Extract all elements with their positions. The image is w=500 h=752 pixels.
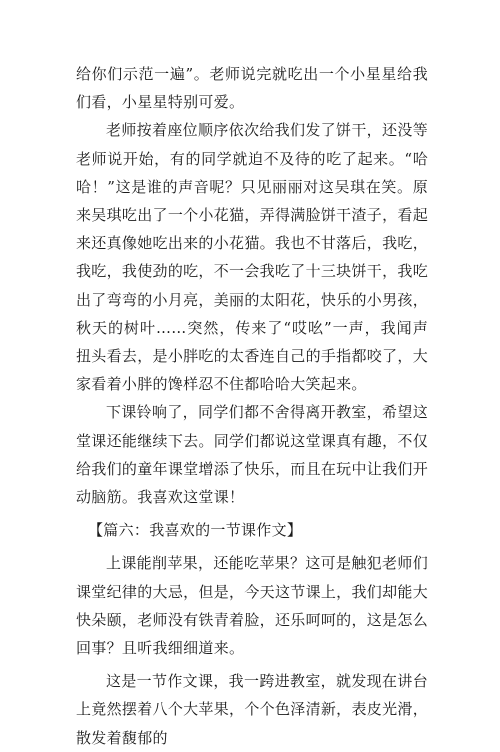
document-body xyxy=(76,60,428,752)
paragraph-apple-intro: 上课能削苹果，还能吃苹果？这可是触犯老师们课堂纪律的大忌，但是，今天这节课上，我们却能大快朵颐，老师没有铁青着脸，还乐呵呵的，这是怎么回事？且听我细细道来。 xyxy=(76,554,428,658)
section-heading: 【篇六：我喜欢的一节课作文】 xyxy=(88,521,303,540)
paragraph-continuation: 给你们示范一遍”。老师说完就吃出一个小星星给我们看，小星星特别可爱。 xyxy=(76,65,428,112)
paragraph-class-end: 下课铃响了，同学们都不舍得离开教室，希望这堂课还能继续下去。同学们都说这堂课真有趣，不仅给我们的童年课堂增添了快乐，而且在玩中让我们开动脑筋。我喜欢这堂课！ xyxy=(76,403,428,507)
paragraph-cookie-distribution: 老师按着座位顺序依次给我们发了饼干，还没等老师说开始，有的同学就迫不及待的吃了起来。“哈哈！”这是谁的声音呢？只见丽丽对这吴琪在笑。原来吴琪吃出了一个小花猫，弄得满脸饼干渣子，看起来还真像她吃出来的小花猫。我也不甘落后，我吃，我吃，我使劲的吃，不一会我吃了十三块饼干，我吃出了弯弯的小月亮，美丽的太阳花，快乐的小男孩，秋天的树叶……突然，传来了“哎吆”一声，我闻声扭头看去，是小胖吃的太香连自己的手指都咬了，大家看着小胖的馋样忍不住都哈哈大笑起来。 xyxy=(76,121,428,394)
paragraph-composition-class: 这是一节作文课，我一跨进教室，就发现在讲台上竟然摆着八个大苹果，个个色泽清新，表皮光滑，散发着馥郁的 xyxy=(76,672,428,747)
